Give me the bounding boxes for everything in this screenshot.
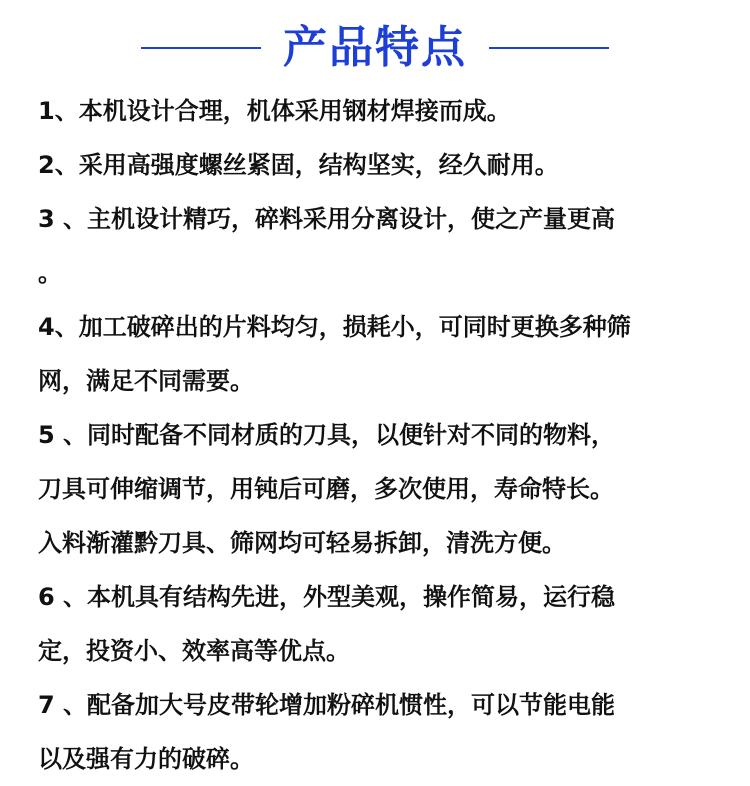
header	[0, 18, 750, 78]
feature-line: 6 、本机具有结构先进，外型美观，操作简易，运行稳	[38, 583, 616, 611]
feature-line: 3 、主机设计精巧，碎料采用分离设计，使之产量更高	[38, 205, 616, 233]
feature-line: 以及强有力的破碎。	[38, 745, 254, 773]
feature-list	[38, 84, 718, 786]
feature-line: 定，投资小、效率高等优点。	[38, 637, 350, 665]
page-title: 产品特点	[283, 22, 467, 73]
feature-line: 1、本机设计合理，机体采用钢材焊接而成。	[38, 97, 511, 125]
feature-line: 入料渐灌黔刀具、筛网均可轻易拆卸，清洗方便。	[38, 529, 566, 557]
feature-line: 2、采用高强度螺丝紧固，结构坚实，经久耐用。	[38, 151, 559, 179]
left-divider-line	[141, 47, 261, 49]
feature-line: 7 、配备加大号皮带轮增加粉碎机惯性，可以节能电能	[38, 691, 616, 719]
feature-line: 4、加工破碎出的片料均匀，损耗小，可同时更换多种筛	[38, 313, 631, 341]
feature-line: 。	[38, 259, 62, 287]
feature-line: 刀具可伸缩调节，用钝后可磨，多次使用，寿命特长。	[38, 475, 614, 503]
feature-line: 5 、同时配备不同材质的刀具，以便针对不同的物料，	[38, 421, 616, 449]
feature-line: 网，满足不同需要。	[38, 367, 254, 395]
right-divider-line	[489, 47, 609, 49]
